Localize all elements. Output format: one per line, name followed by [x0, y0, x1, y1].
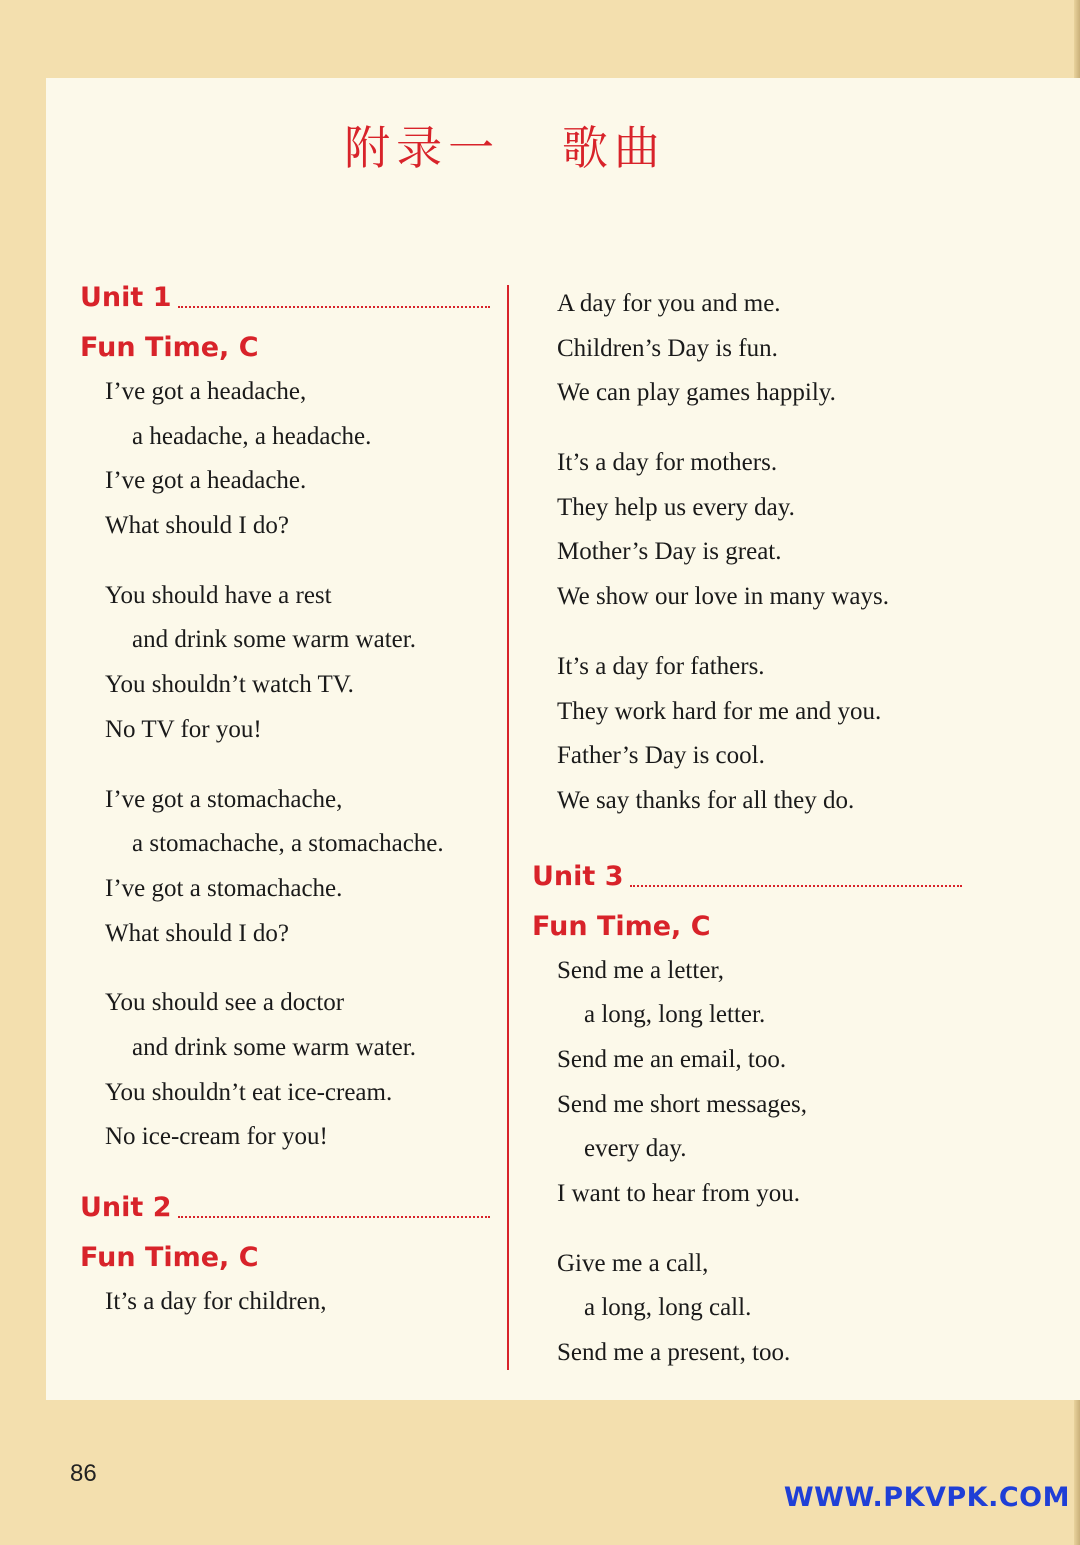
lyric-line: Father’s Day is cool. — [557, 742, 765, 770]
unit-1-label: Unit 1 — [80, 282, 172, 313]
unit-2-label: Unit 2 — [80, 1192, 172, 1223]
lyric-line: We say thanks for all they do. — [557, 786, 855, 814]
lyric-line: and drink some warm water. — [132, 1033, 416, 1061]
lyric-line: I want to hear from you. — [557, 1180, 800, 1207]
left-column — [80, 282, 490, 1325]
lyric-line: What should I do? — [105, 919, 289, 947]
lyric-line: It’s a day for children, — [105, 1288, 327, 1315]
lyric-line: a long, long letter. — [584, 1001, 766, 1029]
lyric-line: Send me a letter, — [557, 956, 724, 984]
lyric-line: Children’s Day is fun. — [557, 334, 778, 362]
lyric-line: What should I do? — [105, 512, 289, 540]
unit-1-heading — [80, 282, 490, 326]
lyric-line: a stomachache, a stomachache. — [132, 830, 444, 858]
lyric-line: A day for you and me. — [557, 290, 781, 317]
lyric-line: It’s a day for mothers. — [557, 449, 778, 477]
lyric-line: Mother’s Day is great. — [557, 538, 782, 566]
lyric-line: You shouldn’t eat ice-cream. — [105, 1078, 393, 1106]
lyric-line: No ice-cream for you! — [105, 1123, 328, 1151]
lyric-line: Send me an email, too. — [557, 1045, 787, 1073]
column-divider — [507, 285, 509, 1370]
unit-1-section: Fun Time, C — [80, 332, 259, 363]
dotted-leader — [178, 1216, 491, 1218]
lyric-line: I’ve got a stomachache, — [105, 785, 343, 813]
dotted-leader — [630, 885, 963, 887]
lyric-line: We can play games happily. — [557, 379, 836, 407]
page-title: 附录一 歌曲 — [344, 121, 666, 175]
page-number: 86 — [70, 1460, 97, 1487]
lyric-line: and drink some warm water. — [132, 626, 416, 654]
lyric-line: You shouldn’t watch TV. — [105, 671, 354, 699]
lyric-line: They help us every day. — [557, 493, 795, 521]
right-column — [532, 282, 962, 1376]
lyric-line: a headache, a headache. — [132, 422, 372, 450]
lyric-line: I’ve got a headache. — [105, 467, 307, 495]
lyric-line: Give me a call, — [557, 1249, 709, 1277]
dotted-leader — [178, 306, 491, 308]
unit-2-section: Fun Time, C — [80, 1242, 259, 1273]
lyric-line: a long, long call. — [584, 1294, 752, 1322]
lyric-line: They work hard for me and you. — [557, 697, 882, 725]
lyric-line: We show our love in many ways. — [557, 583, 889, 611]
unit-2-heading — [80, 1192, 490, 1236]
lyric-line: It’s a day for fathers. — [557, 652, 765, 680]
unit-3-label: Unit 3 — [532, 860, 624, 892]
unit-3-heading — [532, 861, 962, 905]
lyric-line: Send me a present, too. — [557, 1339, 791, 1367]
watermark: WWW.PKVPK.COM — [783, 1482, 1070, 1513]
lyric-line: You should have a rest — [105, 581, 332, 609]
lyric-line: I’ve got a stomachache. — [105, 874, 343, 902]
unit-3-section: Fun Time, C — [532, 910, 711, 942]
lyric-line: every day. — [584, 1135, 687, 1163]
lyric-line: You should see a doctor — [105, 989, 345, 1017]
lyric-line: No TV for you! — [105, 715, 262, 743]
lyric-line: Send me short messages, — [557, 1090, 807, 1118]
lyric-line: I’ve got a headache, — [105, 378, 307, 405]
